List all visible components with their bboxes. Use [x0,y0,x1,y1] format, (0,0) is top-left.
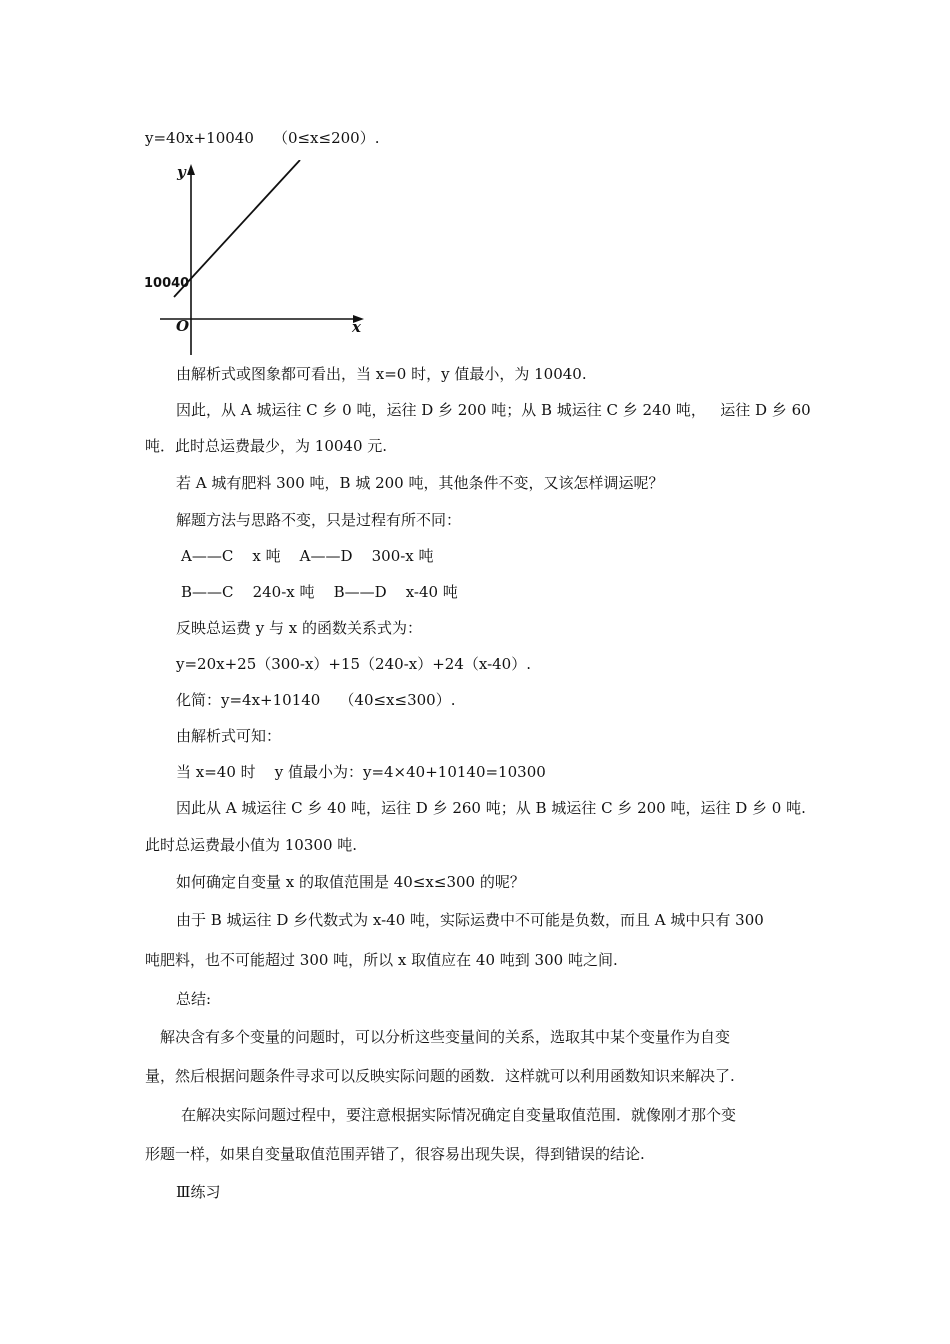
formula-line: y=20x+25（300-x）+15（240-x）+24（x-40）. [176,655,531,673]
y-axis-label: y [177,163,186,181]
summary-heading: 总结: [176,990,212,1008]
function-line [174,160,300,297]
intercept-label: 10040 [144,276,190,291]
paragraph-line: 由解析式或图象都可看出，当 x=0 时，y 值最小，为 10040. [176,365,587,383]
y-axis-arrow [187,164,195,175]
paragraph-line: 解题方法与思路不变，只是过程有所不同： [176,511,462,529]
function-graph [140,160,370,360]
paragraph-line: 因此，从 A 城运往 C 乡 0 吨，运往 D 乡 200 吨；从 B 城运往 C 乡 240 吨， 运往 D 乡 60 [176,401,811,419]
paragraph-line: 如何确定自变量 x 的取值范围是 40≤x≤300 的呢？ [176,873,525,891]
route-line-a: A——C x 吨 A——D 300-x 吨 [181,547,434,565]
paragraph-line: 由于 B 城运往 D 乡代数式为 x-40 吨，实际运费中不可能是负数，而且 A 城中只有 300 [176,911,764,929]
paragraph-line: 若 A 城有肥料 300 吨，B 城 200 吨，其他条件不变，又该怎样调运呢？ [176,474,664,492]
line-function-1: y=40x+10040 （0≤x≤200）. [145,129,380,147]
paragraph-line: 吨．此时总运费最少，为 10040 元. [145,437,388,455]
paragraph-line: 此时总运费最小值为 10300 吨. [145,836,358,854]
origin-label: O [176,317,190,335]
paragraph-line: 反映总运费 y 与 x 的函数关系式为： [176,619,423,637]
formula-line: 当 x=40 时 y 值最小为：y=4×40+10140=10300 [176,763,546,781]
x-axis-label: x [352,318,361,336]
paragraph-line: 量，然后根据问题条件寻求可以反映实际问题的函数．这样就可以利用函数知识来解决了. [145,1067,735,1085]
formula-line: 化简：y=4x+10140 （40≤x≤300）. [176,691,456,709]
paragraph-line: 由解析式可知： [176,727,282,745]
paragraph-line: 解决含有多个变量的问题时，可以分析这些变量间的关系，选取其中某个变量作为自变 [160,1028,731,1046]
paragraph-line: 形题一样，如果自变量取值范围弄错了，很容易出现失误，得到错误的结论. [145,1145,645,1163]
section-heading-practice: Ⅲ练习 [176,1183,221,1201]
paragraph-line: 因此从 A 城运往 C 乡 40 吨，运往 D 乡 260 吨；从 B 城运往 C 乡 200 吨，运往 D 乡 0 吨. [176,799,806,817]
paragraph-line: 在解决实际问题过程中，要注意根据实际情况确定自变量取值范围．就像刚才那个变 [181,1106,737,1124]
route-line-b: B——C 240-x 吨 B——D x-40 吨 [181,583,458,601]
paragraph-line: 吨肥料，也不可能超过 300 吨，所以 x 取值应在 40 吨到 300 吨之间. [145,951,618,969]
